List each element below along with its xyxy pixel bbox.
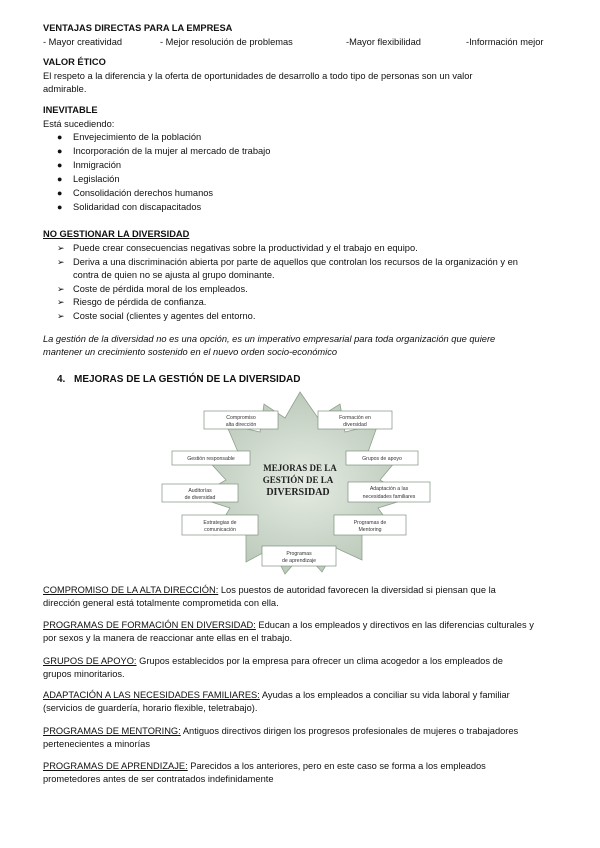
- svg-text:Formación en: Formación en: [339, 415, 371, 421]
- definition-text: Grupos establecidos por la empresa para ofrecer un clima acogedor a los empleados de: [136, 656, 503, 666]
- diagram-box-mentoring: [334, 515, 406, 535]
- svg-text:de aprendizaje: de aprendizaje: [281, 558, 317, 564]
- definition-text: pertenecientes a minorías: [43, 739, 150, 749]
- definition-text: dirección general está totalmente comprometida con ella.: [43, 598, 279, 608]
- definition-entry: [43, 584, 496, 597]
- list-item: Incorporación de la mujer al mercado de trabajo: [73, 146, 271, 156]
- diagram-box-estrategias: [182, 515, 258, 535]
- svg-text:Programas: Programas: [286, 551, 312, 557]
- definition-entry: [43, 760, 486, 773]
- definition-text: Antiguos directivos dirigen los progresos profesionales de mujeres o trabajadores: [180, 726, 519, 736]
- svg-text:comunicación: comunicación: [204, 527, 236, 533]
- svg-text:Grupos de apoyo: Grupos de apoyo: [362, 456, 402, 462]
- svg-text:Estrategias de: Estrategias de: [203, 520, 237, 526]
- bullet-icon: ●: [57, 188, 63, 198]
- bullet-icon: ●: [57, 202, 63, 212]
- bullet-icon: ●: [57, 160, 63, 170]
- ventaja-item: -Mayor flexibilidad: [346, 37, 421, 47]
- inevitable-intro: Está sucediendo:: [43, 119, 115, 129]
- definition-text: prometedores antes de ser contratados indefinidamente: [43, 774, 274, 784]
- svg-text:de diversidad: de diversidad: [184, 495, 216, 501]
- bullet-icon: ●: [57, 174, 63, 184]
- arrow-bullet-icon: ➢: [57, 311, 65, 321]
- inevitable-heading: INEVITABLE: [43, 105, 98, 115]
- diagram-center-title: GESTIÓN DE LA: [262, 475, 334, 485]
- arrow-bullet-icon: ➢: [57, 284, 65, 294]
- definition-text: Educan a los empleados y directivos en las diferencias culturales y: [255, 620, 534, 630]
- diagram-box-auditorias: [162, 484, 238, 502]
- diagram-center-title: DIVERSIDAD: [266, 487, 330, 498]
- ventaja-item: - Mayor creatividad: [43, 37, 123, 47]
- definition-term: PROGRAMAS DE FORMACIÓN EN DIVERSIDAD:: [43, 620, 256, 630]
- diagram-center-title: MEJORAS DE LA: [263, 463, 337, 473]
- definition-term: COMPROMISO DE LA ALTA DIRECCIÓN:: [43, 585, 219, 595]
- diagram-box-grupos: [346, 451, 418, 465]
- ventajas-heading: VENTAJAS DIRECTAS PARA LA EMPRESA: [43, 23, 233, 33]
- svg-text:Auditorías: Auditorías: [188, 488, 212, 494]
- definition-term: GRUPOS DE APOYO:: [43, 656, 137, 666]
- definition-entry: [43, 725, 518, 738]
- list-item: Consolidación derechos humanos: [73, 188, 214, 198]
- definition-text: Los puestos de autoridad favorecen la diversidad si piensan que la: [218, 585, 496, 595]
- definition-entry: [43, 619, 534, 632]
- list-item: Coste de pérdida moral de los empleados.: [73, 284, 248, 294]
- definition-term: PROGRAMAS DE APRENDIZAJE:: [43, 761, 188, 771]
- definition-text: Ayudas a los empleados a conciliar su vida laboral y familiar: [259, 690, 510, 700]
- valor-etico-text: admirable.: [43, 84, 87, 94]
- svg-text:Programas de: Programas de: [353, 520, 387, 526]
- list-item: Envejecimiento de la población: [73, 132, 202, 142]
- list-item: Solidaridad con discapacitados: [73, 202, 202, 212]
- no-gestionar-heading: NO GESTIONAR LA DIVERSIDAD: [43, 229, 190, 239]
- list-item: Inmigración: [73, 160, 122, 170]
- valor-etico-heading: VALOR ÉTICO: [43, 57, 106, 67]
- section-number: 4.: [57, 374, 66, 385]
- svg-text:Adaptación a las: Adaptación a las: [369, 486, 409, 492]
- svg-text:diversidad: diversidad: [343, 422, 367, 428]
- conclusion-text: mantener un crecimiento sostenido en el nuevo orden socio-económico: [43, 347, 338, 357]
- arrow-bullet-icon: ➢: [57, 257, 65, 267]
- arrow-bullet-icon: ➢: [57, 243, 65, 253]
- ventaja-item: -Información mejor: [466, 37, 544, 47]
- valor-etico-text: El respeto a la diferencia y la oferta de oportunidades de desarrollo a todo tipo de personas son un valor: [43, 71, 473, 81]
- svg-text:Compromiso: Compromiso: [226, 415, 256, 421]
- definition-text: por sexos y la manera de reaccionar ante ellas en el trabajo.: [43, 633, 293, 643]
- section-title: MEJORAS DE LA GESTIÓN DE LA DIVERSIDAD: [74, 374, 301, 385]
- svg-text:alta dirección: alta dirección: [225, 422, 257, 428]
- diagram-box-compromiso: [204, 411, 278, 429]
- definition-entry: [43, 689, 510, 702]
- list-item: Coste social (clientes y agentes del entorno.: [73, 311, 256, 321]
- definition-text: grupos minoritarios.: [43, 669, 125, 679]
- definition-entry: [43, 655, 503, 668]
- list-item-continuation: contra de quien no se ajusta al grupo dominante.: [73, 270, 275, 280]
- bullet-icon: ●: [57, 132, 63, 142]
- svg-text:Mentoring: Mentoring: [358, 527, 382, 533]
- diagram-box-formacion: [318, 411, 392, 429]
- definition-term: ADAPTACIÓN A LAS NECESIDADES FAMILIARES:: [43, 690, 260, 700]
- definition-term: PROGRAMAS DE MENTORING:: [43, 726, 181, 736]
- svg-text:necesidades familiares: necesidades familiares: [362, 494, 416, 500]
- diagram-box-gestion: [172, 451, 250, 465]
- list-item: Riesgo de pérdida de confianza.: [73, 297, 207, 307]
- definition-text: (servicios de guardería, horario flexible, teletrabajo).: [43, 703, 258, 713]
- bullet-icon: ●: [57, 146, 63, 156]
- conclusion-text: La gestión de la diversidad no es una opción, es un imperativo empresarial para toda organización que quiere: [43, 334, 496, 344]
- diagram-box-aprendizaje: [262, 546, 336, 566]
- list-item: Puede crear consecuencias negativas sobre la productividad y el trabajo en equipo.: [73, 243, 418, 253]
- diagram-box-adaptacion: [348, 482, 430, 502]
- arrow-bullet-icon: ➢: [57, 297, 65, 307]
- list-item: Legislación: [73, 174, 120, 184]
- list-item: Deriva a una discriminación abierta por parte de aquellos que controlan los recursos de la organización y en: [73, 257, 518, 267]
- svg-text:Gestión responsable: Gestión responsable: [187, 456, 235, 462]
- definition-text: Parecidos a los anteriores, pero en este caso se forma a los empleados: [187, 761, 486, 771]
- ventaja-item: - Mejor resolución de problemas: [160, 37, 293, 47]
